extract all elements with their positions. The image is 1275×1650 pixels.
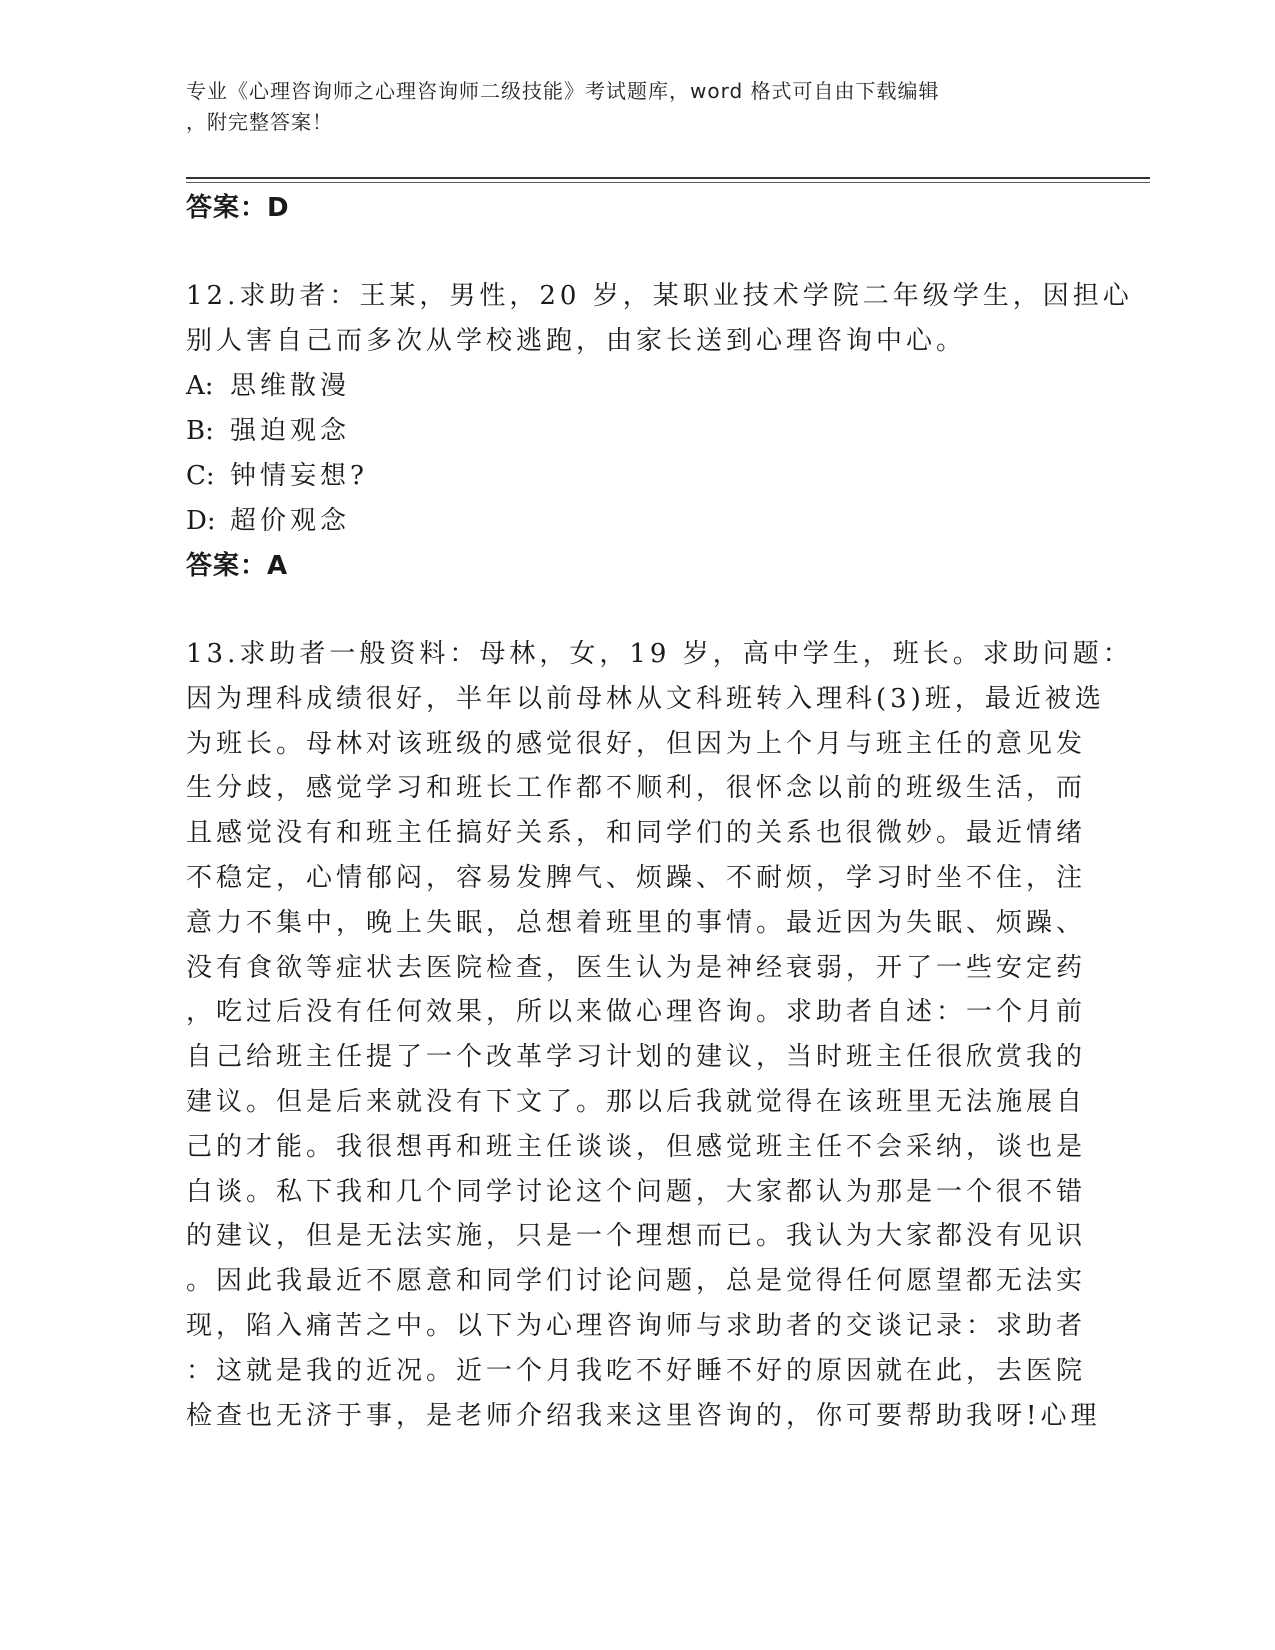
question-13-line: ：这就是我的近况。近一个月我吃不好睡不好的原因就在此，去医院 (186, 1355, 1087, 1386)
option-a-letter: A: (186, 371, 214, 401)
answer-11: 答案：D (186, 193, 290, 223)
question-13-line: 意力不集中，晚上失眠，总想着班里的事情。最近因为失眠、烦躁、 (186, 907, 1087, 938)
option-d-text: 超价观念 (230, 506, 351, 536)
question-13-line: 为班长。母林对该班级的感觉很好，但因为上个月与班主任的意见发 (186, 728, 1087, 759)
question-12-line-1: 12.求助者：王某，男性，20 岁，某职业技术学院二年级学生，因担心 (186, 281, 1133, 311)
question-13-line: 现，陷入痛苦之中。以下为心理咨询师与求助者的交谈记录：求助者 (186, 1310, 1087, 1341)
question-13-line: 己的才能。我很想再和班主任谈谈，但感觉班主任不会采纳，谈也是 (186, 1131, 1087, 1162)
option-b-letter: B: (186, 416, 214, 446)
question-13-line: 的建议，但是无法实施，只是一个理想而已。我认为大家都没有见识 (186, 1221, 1087, 1252)
question-13 (186, 632, 1133, 1438)
question-13-line: 没有食欲等症状去医院检查，医生认为是神经衰弱，开了一些安定药 (186, 952, 1087, 983)
document-body (186, 186, 1133, 1438)
option-a (186, 364, 1086, 409)
question-13-line: 因为理科成绩很好，半年以前母林从文科班转入理科(3)班，最近被选 (186, 683, 1105, 714)
header-divider-thick (186, 177, 1150, 179)
option-b (186, 409, 1086, 454)
option-d-letter: D: (186, 506, 216, 536)
question-13-line: 生分歧，感觉学习和班长工作都不顺利，很怀念以前的班级生活，而 (186, 773, 1087, 804)
option-c-letter: C: (186, 461, 215, 491)
page-header (186, 76, 1066, 138)
question-13-line: ，吃过后没有任何效果，所以来做心理咨询。求助者自述：一个月前 (186, 997, 1087, 1028)
question-12 (186, 274, 1133, 589)
option-d (186, 499, 1086, 544)
question-13-line: 建议。但是后来就没有下文了。那以后我就觉得在该班里无法施展自 (186, 1086, 1087, 1117)
header-line-2: ，附完整答案！ (186, 110, 333, 134)
header-line-1: 专业《心理咨询师之心理咨询师二级技能》考试题库，word 格式可自由下载编辑 (186, 79, 940, 103)
question-13-line: 。因此我最近不愿意和同学们讨论问题，总是觉得任何愿望都无法实 (186, 1266, 1087, 1297)
header-divider-thin (186, 182, 1150, 183)
question-13-line: 自己给班主任提了一个改革学习计划的建议，当时班主任很欣赏我的 (186, 1042, 1087, 1073)
option-c-text: 钟情妄想? (230, 461, 368, 491)
question-13-line: 不稳定，心情郁闷，容易发脾气、烦躁、不耐烦，学习时坐不住，注 (186, 862, 1087, 893)
question-13-line: 白谈。私下我和几个同学讨论这个问题，大家都认为那是一个很不错 (186, 1176, 1087, 1207)
option-b-text: 强迫观念 (230, 416, 351, 446)
option-c (186, 454, 1086, 499)
option-a-text: 思维散漫 (230, 371, 351, 401)
question-13-line: 13.求助者一般资料：母林，女，19 岁，高中学生，班长。求助问题： (186, 639, 1133, 669)
answer-12: 答案：A (186, 551, 289, 581)
question-13-line: 检查也无济于事，是老师介绍我来这里咨询的，你可要帮助我呀!心理 (186, 1400, 1101, 1431)
question-13-line: 且感觉没有和班主任搞好关系，和同学们的关系也很微妙。最近情绪 (186, 818, 1087, 849)
question-12-line-2: 别人害自己而多次从学校逃跑，由家长送到心理咨询中心。 (186, 326, 967, 356)
